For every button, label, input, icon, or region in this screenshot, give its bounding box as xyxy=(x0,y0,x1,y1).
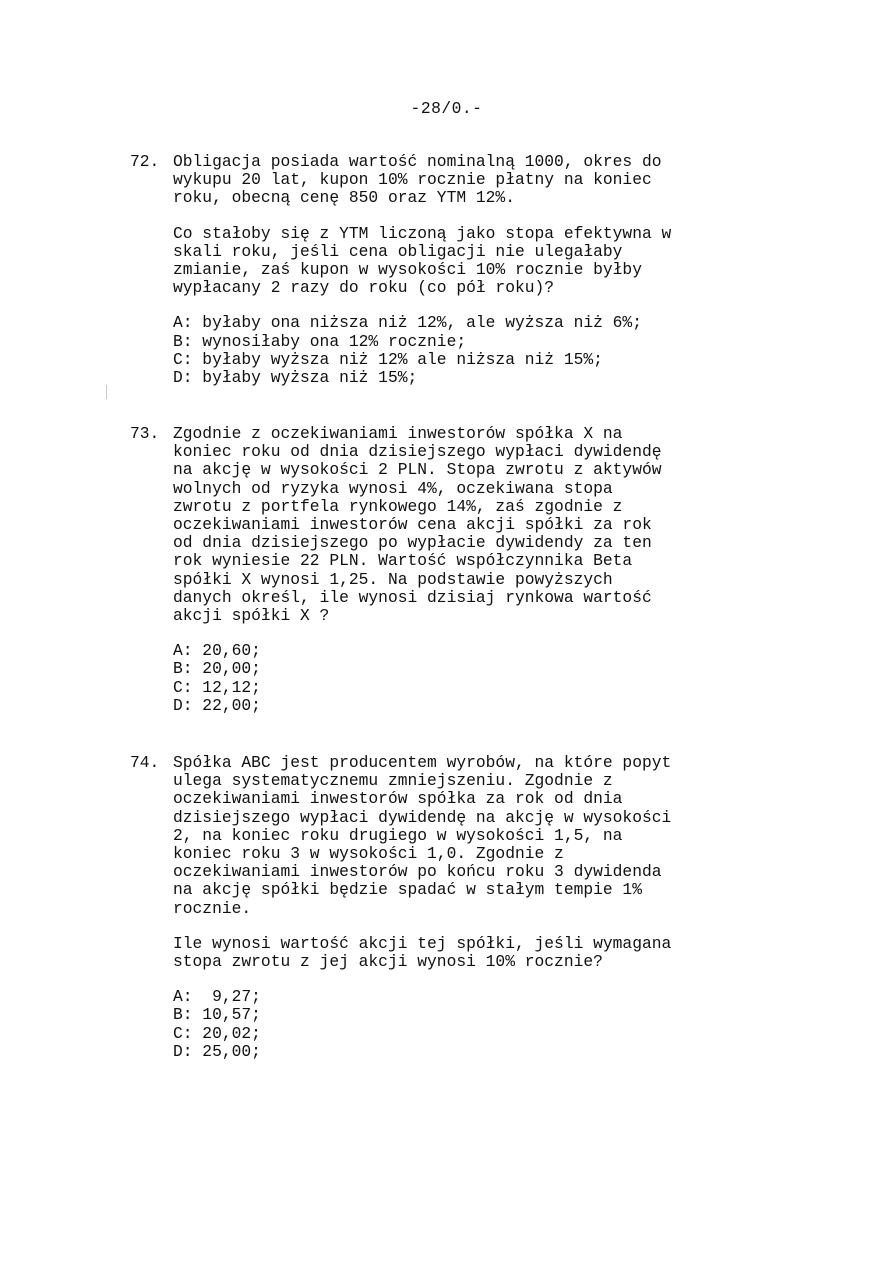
answer-option-c: C: 20,02; xyxy=(173,1023,261,1043)
question-prompt: Co stałoby się z YTM liczoną jako stopa efektywna w skali roku, jeśli cena obligacji nie ulegałaby zmianie, zaś kupon w wysokości 10% rocznie byłby wypłacany 2 razy do roku (co pół roku)? xyxy=(173,223,672,298)
answer-option-d: D: 22,00; xyxy=(173,695,261,715)
question-73 xyxy=(130,425,870,715)
answer-option-c: C: 12,12; xyxy=(173,677,261,697)
answer-option-a: A: 20,60; xyxy=(173,641,261,661)
question-72 xyxy=(130,153,870,387)
answer-option-a: A: 9,27; xyxy=(173,987,261,1007)
question-number: 72. xyxy=(130,152,160,171)
question-74 xyxy=(130,754,870,1061)
answer-option-c: C: byłaby wyższa niż 12% ale niższa niż 15%; xyxy=(173,349,603,369)
answer-options xyxy=(173,988,870,1061)
answer-option-b: B: 10,57; xyxy=(173,1005,261,1025)
question-number: 74. xyxy=(130,753,160,772)
question-prompt: Ile wynosi wartość akcji tej spółki, jeśli wymagana stopa zwrotu z jej akcji wynosi 10% rocznie? xyxy=(173,933,672,972)
page-number: -28/0.- xyxy=(410,99,483,118)
answer-options xyxy=(173,642,870,715)
answer-option-d: D: byłaby wyższa niż 15%; xyxy=(173,368,418,388)
answer-option-b: B: 20,00; xyxy=(173,659,261,679)
answer-options xyxy=(173,314,870,387)
question-number: 73. xyxy=(130,424,160,443)
margin-mark xyxy=(106,385,107,399)
answer-option-a: A: byłaby ona niższa niż 12%, ale wyższa niż 6%; xyxy=(173,313,642,333)
question-body xyxy=(173,153,870,387)
question-text: Obligacja posiada wartość nominalną 1000, okres do wykupu 20 lat, kupon 10% rocznie płatny na koniec roku, obecną cenę 850 oraz YTM 12%. xyxy=(173,152,662,208)
answer-option-b: B: wynosiłaby ona 12% rocznie; xyxy=(173,331,467,351)
question-body xyxy=(173,754,870,1061)
question-text: Spółka ABC jest producentem wyrobów, na które popyt ulega systematycznemu zmniejszeniu. Zgodnie z oczekiwaniami inwestorów spółka za rok od dnia dzisiejszego wypłaci dywidendę na akcję w wysokości 2, na koniec roku drugiego w wysokości 1,5, na koniec roku 3 w wysokości 1,0. Zgodnie z oczekiwaniami inwestorów po końcu roku 3 dywidenda na akcję spółki będzie spadać w stałym tempie 1% rocznie. xyxy=(173,753,672,918)
answer-option-d: D: 25,00; xyxy=(173,1041,261,1061)
question-text: Zgodnie z oczekiwaniami inwestorów spółka X na koniec roku od dnia dzisiejszego wypłaci dywidendę na akcję w wysokości 2 PLN. Stopa zwrotu z aktywów wolnych od ryzyka wynosi 4%, oczekiwana stopa zwrotu z portfela rynkowego 14%, zaś zgodnie z oczekiwaniami inwestorów cena akcji spółki za rok od dnia dzisiejszego po wypłacie dywidendy za ten rok wyniesie 22 PLN. Wartość współczynnika Beta spółki X wynosi 1,25. Na podstawie powyższych danych określ, ile wynosi dzisiaj rynkowa wartość akcji spółki X ? xyxy=(173,424,662,626)
question-body xyxy=(173,425,870,715)
